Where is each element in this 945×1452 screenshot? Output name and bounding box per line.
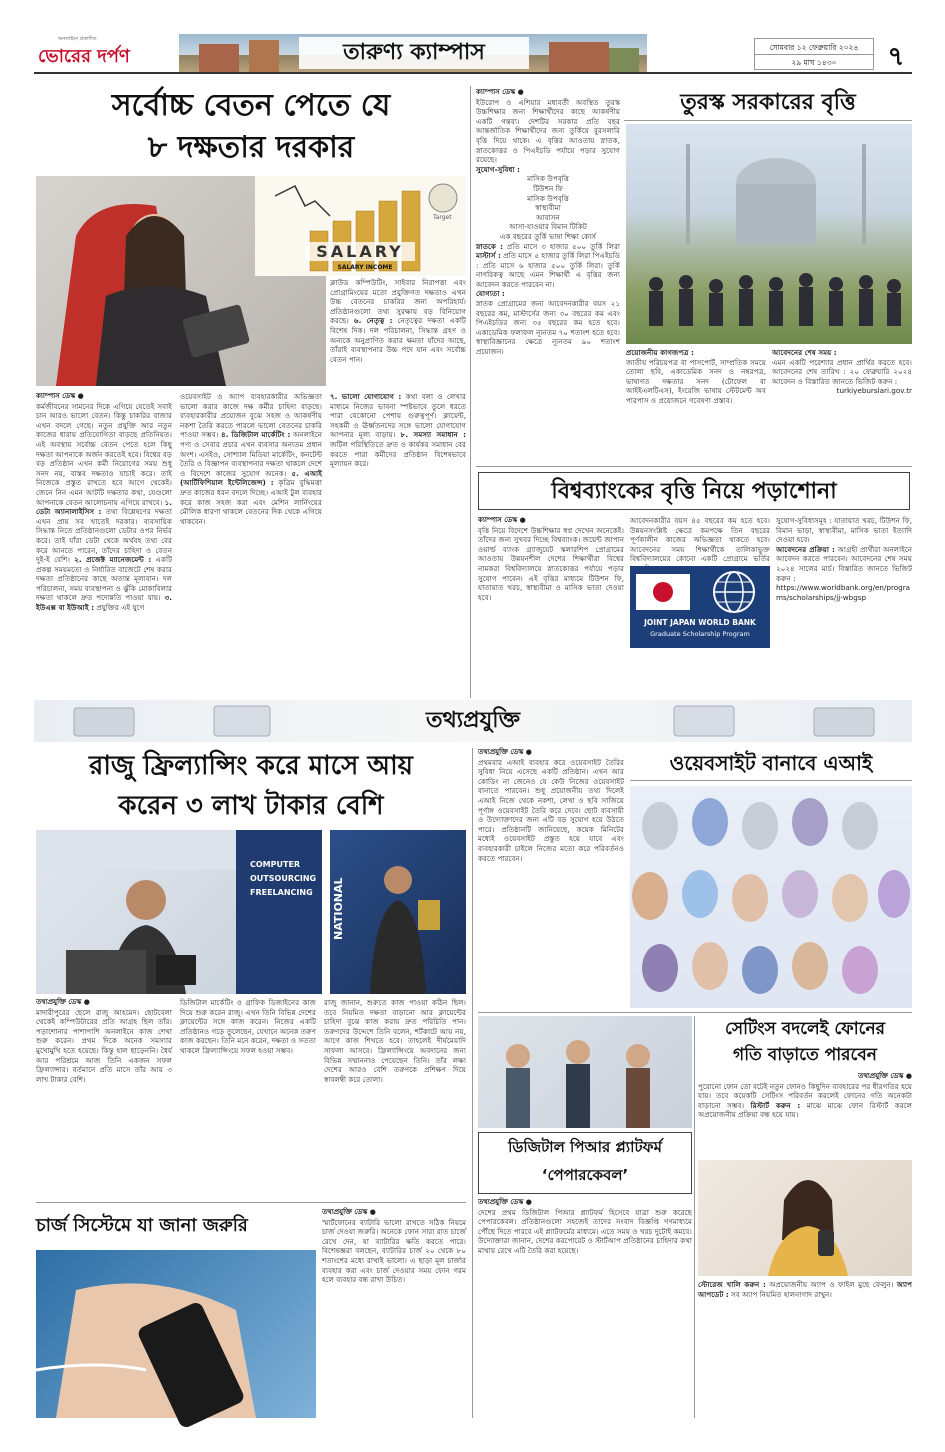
- salary-col1-text3: একটি প্রকল্প সময়মতো ও নির্ধারিত বাজেটে শেষ করার দক্ষতা প্রতিষ্ঠানের কাছে অত্যন্ত মূল্যবান। দল পরিচালনা, সময় ব্যবস্থাপনা ও ঝুঁকি মোকাবিলার দক্ষতা থাকলে দ্রুত পদোন্নতি পাওয়া যায়।: [36, 555, 173, 603]
- divider-tech-left-right: [472, 748, 473, 1418]
- salary-col-1: [36, 392, 172, 698]
- ai-faces-grid-icon: [630, 786, 912, 1008]
- freelance-dateline: তথ্যপ্রযুক্তি ডেস্ক ●: [36, 998, 90, 1006]
- salary-dateline: ক্যাম্পাস ডেস্ক ●: [36, 392, 84, 400]
- freelance-col4-text: ফ্রিল্যান্সিংয়ে অবদানের জন্য বিভিন্ন সম্মাননাও পেয়েছেন তিনি। তাঁর লক্ষ্য দেশের আরও বেশি তরুণকে প্রশিক্ষণ দিয়ে স্বাবলম্বী করে তোলা।: [324, 1045, 466, 1084]
- salary-col3-sub3: ৮. সমস্যা সমাধান :: [400, 430, 466, 440]
- worldbank-col3-sub: আবেদনের প্রক্রিয়া :: [776, 544, 835, 554]
- divider-ai-lower: [478, 1012, 912, 1013]
- turkey-col-3: [626, 348, 766, 458]
- salary-col2-sub2: ৫. এআই (আর্টিফিশিয়াল ইন্টেলিজেন্স) :: [180, 468, 322, 488]
- worldbank-col3-text2: আগ্রহী প্রার্থীরা অনলাইনে আবেদন করতে পারবেন। আবেদনের শেষ সময় ২০২৪ সালের মার্চ। বিস্তারিত জানতে ভিজিট করুন :: [776, 544, 912, 583]
- banner-outsourcing: OUTSOURCING: [250, 874, 317, 883]
- worldbank-col3-text: সুযোগ-সুবিধাসমূহ : যাতায়াত খরচ, টিউশন ফি, বিমান ভাড়া, স্বাস্থ্যবীমা, মাসিক ভাতা ইত্যাদি দেওয়া হবে।: [776, 516, 912, 545]
- turkey-headline: তুরস্ক সরকারের বৃত্তি: [624, 86, 912, 121]
- turkey-benefit-item: আসা-যাওয়ার বিমান টিকিট: [509, 222, 587, 232]
- turkey-dateline: ক্যাম্পাস ডেস্ক ●: [476, 88, 524, 96]
- logo-text: ভোরের দর্পণ: [38, 46, 130, 67]
- phone-col1-text: পুরোনো ফোন তো বটেই নতুন ফোনও কিছুদিন ব্যবহারের পর ধীরগতির হয়ে যায়। তবে কয়েকটি সেটিংস পরিবর্তন করলেই ফোনের গতি অনেকটা বাড়ানো সম্ভব।: [698, 1081, 912, 1110]
- freelance-col-1: [36, 998, 172, 1198]
- banner-computer: COMPUTER: [250, 860, 301, 869]
- phone-headline-2: গতি বাড়াতে পারবেন: [733, 1045, 877, 1065]
- worldbank-logo: [630, 566, 770, 648]
- ai-faces-photo: [630, 786, 912, 1008]
- divider-turkey-worldbank: [476, 466, 912, 467]
- salary-col3-text: ক্লাউড কম্পিউটিং, সাইবার নিরাপত্তা এবং প্রোগ্রামিংয়ের মতো প্রযুক্তিগত দক্ষতাও এখন উচ্চ বেতনের চাকরির জন্য অপরিহার্য। প্রতিষ্ঠানগুলো তথ্য সুরক্ষায় বড় বিনিয়োগ করছে।: [330, 278, 466, 326]
- salary-col2-text3: কৃত্রিম বুদ্ধিমত্তা দ্রুত কাজের ধরন বদলে দিচ্ছে। এআই টুল ব্যবহার করে কাজ সহজ করা এবং মেশিন লার্নিংয়ের মৌলিক ধারণা থাকলে বেতনের দিক থেকে এগিয়ে থাকবেন।: [180, 478, 322, 526]
- page-number: ৭: [887, 42, 905, 72]
- phone-text-2: অপ্রয়োজনীয় অ্যাপ ও ফাইল মুছে ফেলুন।: [769, 1280, 894, 1289]
- salary-col1-text: কর্মজীবনের সামনের দিকে এগিয়ে যেতেই সবাই চান আরও ভালো বেতন। কিন্তু চাকরির বাজার এখন বদলে গেছে। নতুন প্রযুক্তি আর নতুন কাজের ধারায় প্রতিযোগিতা বাড়ছে প্রতিনিয়ত। এই অবস্থায় সর্বোচ্চ বেতন পেতে হলে কিছু দক্ষতা আপনাকে অর্জন করতেই হবে। বিশ্বের বড় বড় প্রতিষ্ঠান এখন কর্মী নিয়োগের সময় শুধু সনদ নয়, বাস্তব দক্ষতাও যাচাই করে। তাই নিজেকে প্রস্তুত রাখতে হবে আগে থেকেই। জেনে নিন এমন আটটি দক্ষতার কথা, যেগুলো আপনাকে বেতন আলোচনায় এগিয়ে রাখবে।: [36, 401, 172, 507]
- freelance-col2-text: ডিজিটাল মার্কেটিং ও গ্রাফিক ডিজাইনের কাজ দিয়ে শুরু করেন রাজু। এখন তিনি বিভিন্ন দেশের ক্লায়েন্টের সঙ্গে কাজ করেন। নিজের একটি প্রতিষ্ঠানও গড়ে তুলেছেন, যেখানে অনেক তরুণ কাজ করছেন। তিনি মনে করেন, দক্ষতা ও সততা থাকলে ফ্রিল্যান্সিংয়ে সফল হওয়া সম্ভব।: [180, 998, 317, 1055]
- phone-col-1: [698, 1072, 912, 1158]
- turkey-benefit-item: স্বাস্থ্যবীমা: [535, 203, 561, 213]
- phone-col-2: [698, 1280, 912, 1418]
- phone-charging-icon: [36, 1250, 316, 1418]
- turkey-benefit-item: মাসিক উপবৃত্তি: [527, 193, 569, 203]
- worldbank-col1-text: বৃত্তি নিয়ে বিদেশে উচ্চশিক্ষার স্বপ্ন দেখেন অনেকেই। তাঁদের জন্য সুখবর দিচ্ছে বিশ্বব্যাংক। জয়েন্ট জাপান ওয়ার্ল্ড ব্যাংক গ্র্যাজুয়েট স্কলারশিপ প্রোগ্রামের আওতায় উন্নয়নশীল দেশের শিক্ষার্থীরা বিশ্বের নামকরা বিশ্ববিদ্যালয়ে স্নাতকোত্তর পর্যায়ে পড়ার সুযোগ পাবেন। এই বৃত্তির মাধ্যমে টিউশন ফি, যাতায়াত খরচ, স্বাস্থ্যবীমা ও মাসিক ভাতা দেওয়া হবে।: [478, 525, 624, 602]
- turkey-col1-text3: প্রতি মাসে ৫ হাজার তুর্কি লিরা: [503, 251, 591, 261]
- masthead-banner-image: [179, 34, 647, 72]
- salary-col2-text2: অনলাইনে পণ্য ও সেবার প্রচার এখন ব্যবসার অন্যতম প্রধান অংশ। এসইও, সোশ্যাল মিডিয়া মার্কেটিং, কনটেন্ট তৈরি ও বিজ্ঞাপন ব্যবস্থাপনার দক্ষতা থাকলে দেশে ও বিদেশে কাজের সুযোগ অনেক।: [180, 430, 322, 478]
- turkey-col1-text4: পিএইচডি : প্রতি মাসে ৬ হাজার ৫০০ তুর্কি লিরা। তুর্কি নাগরিকত্ব আছে এমন শিক্ষার্থী এ বৃত্তির জন্য আবেদন করতে পারবেন না।: [476, 251, 620, 289]
- paperkebal-col-1: [478, 1198, 692, 1418]
- salary-col3-sub2: ৭. ভালো যোগাযোগ :: [330, 392, 402, 401]
- worldbank-logo-bottom: Graduate Scholarship Program: [650, 630, 750, 638]
- phone-text-3: সব অ্যাপ নিয়মিত হালনাগাদ রাখুন।: [731, 1289, 832, 1299]
- date-box: [754, 38, 874, 70]
- turkey-col4-heading: আবেদনের শেষ সময় :: [772, 348, 837, 357]
- banner-national: NATIONAL: [332, 877, 345, 940]
- date-line-2: ২৯ মাঘ ১৪৩০: [791, 58, 837, 67]
- man-at-desk-icon: [36, 830, 322, 994]
- turkey-benefit-list: [476, 174, 620, 241]
- mosque-group-icon: [626, 124, 912, 344]
- turkey-col3-heading: প্রয়োজনীয় কাগজপত্র :: [626, 348, 694, 357]
- worldbank-logo-top: JOINT JAPAN WORLD BANK: [644, 618, 756, 627]
- masthead: [34, 34, 912, 74]
- salary-col-2: [180, 392, 322, 698]
- divider-paper-phone: [694, 1016, 695, 1418]
- event-people-icon: [478, 1016, 692, 1128]
- salary-col-3-top: [330, 278, 466, 388]
- divider-salary-turkey: [470, 86, 471, 698]
- salary-col3-text3: কথা বলা ও লেখার মাধ্যমে নিজের ভাবনা স্পষ্টভাবে তুলে ধরতে পারা যেকোনো পেশায় গুরুত্বপূর্ণ। ক্লায়েন্ট, সহকর্মী ও ঊর্ধ্বতনদের সঙ্গে ভালো যোগাযোগ আপনার মূল্য বাড়ায়।: [330, 392, 466, 440]
- salary-col1-sub2: ২. প্রজেক্ট ম্যানেজমেন্ট :: [74, 555, 152, 565]
- turkey-col1-sub2: মাস্টার্স :: [476, 251, 501, 261]
- salary-col3-text4: জটিল পরিস্থিতিতে দ্রুত ও কার্যকর সমাধান বের করতে পারা কর্মীদের প্রতিষ্ঠান বিশেষভাবে মূল্যায়ন করে।: [330, 439, 466, 469]
- salary-col2-text: ওয়েবসাইট ও অ্যাপ ব্যবহারকারীর অভিজ্ঞতা ভালো করার কাজে দক্ষ কর্মীর চাহিদা বাড়ছে। ব্যবহারকারীর প্রয়োজন বুঝে সহজ ও আকর্ষণীয় নকশা তৈরি করতে পারলে ভালো বেতনের চাকরি পাওয়া সম্ভব।: [180, 392, 322, 440]
- turkey-group-photo: [626, 124, 912, 344]
- ai-website-dateline: তথ্যপ্রযুক্তি ডেস্ক ●: [478, 748, 532, 756]
- girl-with-phone-icon: [698, 1160, 912, 1276]
- turkey-col-4: [772, 348, 912, 458]
- paperkebal-headline-2: ‘পেপারকেবল’: [541, 1166, 629, 1184]
- phone-sub-3: অ্যাপ আপডেট :: [698, 1280, 912, 1299]
- turkey-col-1: [476, 88, 620, 458]
- freelance-headline-1: রাজু ফ্রিল্যান্সিং করে মাসে আয়: [89, 751, 413, 781]
- globe-icon: [712, 570, 756, 614]
- freelance-col-2: [180, 998, 316, 1198]
- turkey-col1-text2: প্রতি মাসে ৩ হাজার ৫০০ তুর্কি লিরা: [506, 241, 620, 251]
- turkey-col2-text: স্নাতক প্রোগ্রামের জন্য আবেদনকারীর বয়স ২১ বছরের কম, মাস্টার্সের জন্য ৩০ বছরের কম এবং পিএইচডির জন্য ৩৫ বছরের কম হতে হবে। একাডেমিক ফলাফল ন্যূনতম ৭০ শতাংশ হতে হবে। স্বাস্থ্যবিজ্ঞানের ক্ষেত্রে ন্যূনতম ৯০ শতাংশ প্রয়োজন।: [476, 299, 620, 357]
- turkey-col3-text: জাতীয় পরিচয়পত্র বা পাসপোর্ট, সাম্প্রতিক সময়ে তোলা ছবি, একাডেমিক সনদ ও নম্বরপত্র, ভাষাগত দক্ষতার সনদ (টোফেল বা আইইএলটিএস), ইংরেজি ভাষায় স্টেটমেন্ট অব পারপাস ও প্রয়োজনে গবেষণা প্রস্তাব।: [626, 357, 766, 405]
- salary-col1-text2: তথ্য বিশ্লেষণের দক্ষতা এখন প্রায় সব খাতেই দরকার। ব্যবসায়িক সিদ্ধান্ত নিতে প্রতিষ্ঠানগুলো ডেটার ওপর নির্ভর করে। তাই যাঁরা ডেটা থেকে অর্থবহ তথ্য বের করে আনতে পারেন, তাঁদের চাহিদা ও বেতন দুই-ই বেশি।: [36, 507, 172, 565]
- salary-col3-sub1: ৬. নেতৃত্ব :: [353, 316, 393, 326]
- paperkebal-photo: [478, 1016, 692, 1128]
- divider-freelance-charge: [36, 1202, 466, 1203]
- section-title: তারুণ্য ক্যাম্পাস: [299, 37, 529, 69]
- freelance-col3-text: রাজু জানান, শুরুতে কাজ পাওয়া কঠিন ছিল। তবে নিয়মিত দক্ষতা বাড়ানো আর ক্লায়েন্টের চাহিদা বুঝে কাজ করায় দ্রুত পরিচিতি পান। তরুণদের উদ্দেশে তিনি বলেন, শর্টকাটে আয় নয়, আগে কাজ শিখতে হবে। তাহলেই দীর্ঘমেয়াদি সাফল্য আসবে।: [324, 998, 466, 1055]
- man-with-award-icon: [330, 830, 466, 994]
- salary-col3-text2: নেতৃত্বের দক্ষতা একটি বিশেষ দিক। দল পরিচালনা, সিদ্ধান্ত গ্রহণ ও অন্যকে অনুপ্রাণিত করার ক্ষমতা যাঁদের আছে, তাঁরাই ব্যবস্থাপনার উচ্চ পদে যান এবং সর্বোচ্চ বেতন পান।: [330, 316, 466, 364]
- phone-headline-1: সেটিংস বদলেই ফোনের: [725, 1019, 885, 1039]
- turkey-col1-text: ইউরোপ ও এশিয়ার মধ্যবর্তী অবস্থিত তুরস্ক উচ্চশিক্ষার জন্য শিক্ষার্থীদের কাছে আকর্ষণীয় একটি গন্তব্য। দেশটির সরকার প্রতি বছর আন্তর্জাতিক শিক্ষার্থীদের জন্য তুর্কিয়ে বুরসলারি বৃত্তি দিয়ে থাকে। এ বৃত্তির আওতায় স্নাতক, স্নাতকোত্তর ও পিএইচডি পর্যায়ে পড়ার সুযোগ রয়েছে।: [476, 97, 620, 165]
- ai-website-headline: ওয়েবসাইট বানাবে এআই: [630, 746, 912, 781]
- ai-website-col-1: [478, 748, 624, 1010]
- salary-col-3: [330, 392, 466, 698]
- salary-headline-1: সর্বোচ্চ বেতন পেতে যে: [111, 88, 391, 123]
- tech-band-title: তথ্যপ্রযুক্তি: [426, 708, 520, 733]
- charge-dateline: তথ্যপ্রযুক্তি ডেস্ক ●: [322, 1208, 376, 1216]
- turkey-benefit-item: আবাসন: [536, 212, 560, 222]
- turkey-col4-text: এমন একটি পরেশ্যার প্রধান প্রার্থির করতে হবে। আবেদনের শেষ তারিখ : ২০ ফেব্রুয়ারি ২০২৪ আবেদন ও বিস্তারিত জানতে ভিজিট করুন :: [772, 357, 912, 386]
- worldbank-col-1: [478, 516, 624, 696]
- phone-text-1: মাঝে মাঝে ফোন রিস্টার্ট করলে অপ্রয়োজনীয় প্রক্রিয়া বন্ধ হয়ে যায়।: [698, 1100, 912, 1120]
- phone-sub-1: রিস্টার্ট করুন :: [750, 1100, 801, 1110]
- paperkebal-dateline: তথ্যপ্রযুক্তি ডেস্ক ●: [478, 1198, 532, 1206]
- charge-headline: চার্জ সিস্টেমে যা জানা জরুরি: [36, 1215, 248, 1236]
- tech-band: [34, 700, 912, 742]
- charge-photo: [36, 1250, 316, 1418]
- salary-income-label: SALARY INCOME: [337, 264, 393, 271]
- salary-coins-photo: [255, 176, 466, 276]
- salary-col1-sub3: ৩. ইউএক্স বা ইউআই :: [36, 593, 172, 613]
- salary-sign: SALARY: [305, 242, 415, 261]
- worldbank-url[interactable]: https://www.worldbank.org/en/programs/scholarships/jj-wbgsp: [776, 583, 911, 602]
- phone-sub-2: স্টোরেজ খালি করুন :: [698, 1280, 766, 1289]
- phone-girl-photo: [698, 1160, 912, 1276]
- date-line-1: সোমবার ১২ ফেব্রুয়ারি ২০২৪: [755, 39, 873, 55]
- masthead-logo-area[interactable]: [34, 34, 174, 72]
- target-label: Target: [433, 214, 452, 221]
- coin-stacks-icon: [255, 176, 466, 276]
- salary-col1-text4: প্রযুক্তির এই যুগে: [96, 603, 145, 613]
- freelance-photo-award: [330, 830, 466, 994]
- worldbank-headline: বিশ্বব্যাংকের বৃত্তি নিয়ে পড়াশোনা: [478, 472, 910, 510]
- turkey-benefit-item: মাসিক উপবৃত্তি: [527, 174, 569, 184]
- freelance-photo-office: [36, 830, 322, 994]
- ai-website-col1-text: প্রথমবার এআই ব্যবহার করে ওয়েবসাইট তৈরির সুবিধা নিয়ে এসেছে একটি প্রতিষ্ঠান। এখন আর কোডিং না জেনেও যে কেউ নিজের ওয়েবসাইট বানাতে পারবেন। শুধু প্রয়োজনীয় তথ্য দিলেই এআই নিজে থেকে নকশা, লেখা ও ছবি সাজিয়ে পূর্ণাঙ্গ ওয়েবসাইট তৈরি করে দেবে। ছোট ব্যবসায়ী ও উদ্যোক্তাদের জন্য এটি বড় সুযোগ হয়ে উঠতে পারে। প্রতিষ্ঠানটি জানিয়েছে, কয়েক মিনিটের মধ্যেই ওয়েবসাইট প্রস্তুত হয়ে যাবে এবং ব্যবহারকারী চাইলে নিজের মতো করে পরিবর্তনও করতে পারবেন।: [478, 757, 624, 863]
- banner-freelancing: FREELANCING: [250, 888, 313, 897]
- turkey-url[interactable]: turkiyeburslari.gov.tr: [836, 386, 912, 396]
- phone-dateline: তথ্যপ্রযুক্তি ডেস্ক ●: [858, 1072, 912, 1080]
- worldbank-col2-text: আবেদনকারীর বয়স ৪৫ বছরের কম হতে হবে। উন্নয়নসংশ্লিষ্ট ক্ষেত্রে কমপক্ষে তিন বছরের পূর্ণকালীন কাজের অভিজ্ঞতা থাকতে হবে। আবেদনের সময় শিক্ষার্থীকে তালিকাভুক্ত বিশ্ববিদ্যালয়ের কোনো একটি প্রোগ্রামে ভর্তির: [630, 516, 770, 564]
- paperkebal-col1-text: দেশের প্রথম ডিজিটাল পিআর প্ল্যাটফর্ম হিসেবে যাত্রা শুরু করেছে পেপারকেবল। প্রতিষ্ঠানগুলো সহজেই তাদের সংবাদ বিজ্ঞপ্তি গণমাধ্যমে পৌঁছে দিতে পারবে এই প্ল্যাটফর্মের মাধ্যমে। এতে সময় ও খরচ দুটোই কমবে। উদ্যোক্তারা জানান, দেশের করপোরেট ও স্টার্টআপ প্রতিষ্ঠানের চাহিদার কথা মাথায় রেখে এটি তৈরি করা হয়েছে।: [478, 1207, 692, 1255]
- salary-col1-sub1: ১. ডেটা অ্যানালাইসিস :: [36, 497, 172, 517]
- worldbank-col-3: [776, 516, 912, 696]
- turkey-col2-heading: যোগ্যতা :: [476, 289, 505, 299]
- salary-headline-2: ৮ দক্ষতার দরকার: [147, 130, 355, 165]
- paperkebal-headline: [478, 1132, 692, 1194]
- charge-col-1: [322, 1208, 466, 1418]
- worldbank-col-2: [630, 516, 770, 564]
- charge-col1-text: স্মার্টফোনের ব্যাটারি ভালো রাখতে সঠিক নিয়মে চার্জ দেওয়া জরুরি। অনেকে ফোন সারা রাত চার্জে রেখে দেন, যা ব্যাটারির ক্ষতি করতে পারে। বিশেষজ্ঞরা বলছেন, ব্যাটারির চার্জ ২০ থেকে ৮০ শতাংশের মধ্যে রাখাই ভালো। এ ছাড়া মূল চার্জার ব্যবহার করা এবং চার্জ দেওয়ার সময় ফোন গরম হলে ব্যবহার বন্ধ রাখা উচিত।: [322, 1217, 466, 1285]
- turkey-col1-sub1: স্নাতকে :: [476, 241, 503, 251]
- japan-flag-icon: [636, 574, 690, 610]
- worldbank-dateline: ক্যাম্পাস ডেস্ক ●: [478, 516, 526, 524]
- freelance-headline-2: করেন ৩ লাখ টাকার বেশি: [118, 791, 384, 821]
- freelance-col-3: [324, 998, 466, 1198]
- turkey-benefit-item: টিউশন ফি: [533, 183, 563, 193]
- paperkebal-headline-1: ডিজিটাল পিআর প্ল্যাটফর্ম: [508, 1138, 662, 1156]
- salary-col2-sub1: ৪. ডিজিটাল মার্কেটিং :: [221, 430, 291, 440]
- logo-small-text: অনলাইনে প্রকাশিত: [58, 36, 97, 42]
- turkey-col1-heading: সুযোগ-সুবিধা :: [476, 164, 520, 174]
- turkey-benefit-item: এক বছরের তুর্কি ভাষা শিক্ষা কোর্স: [499, 231, 597, 241]
- freelance-col1-text: মাদারীপুরের ছেলে রাজু আহমেদ। ছোটবেলা থেকেই কম্পিউটারের প্রতি আগ্রহ ছিল তাঁর। পড়াশোনার পাশাপাশি অনলাইনে কাজ শেখা শুরু করেন। প্রথম দিকে অনেক সমস্যার মুখোমুখি হতে হয়েছে। কিন্তু হাল ছাড়েননি। ধৈর্য আর পরিশ্রমে আজ তিনি একজন সফল ফ্রিল্যান্সার। বর্তমানে প্রতি মাসে তাঁর আয় ৩ লাখ টাকার বেশি।: [36, 1007, 172, 1084]
